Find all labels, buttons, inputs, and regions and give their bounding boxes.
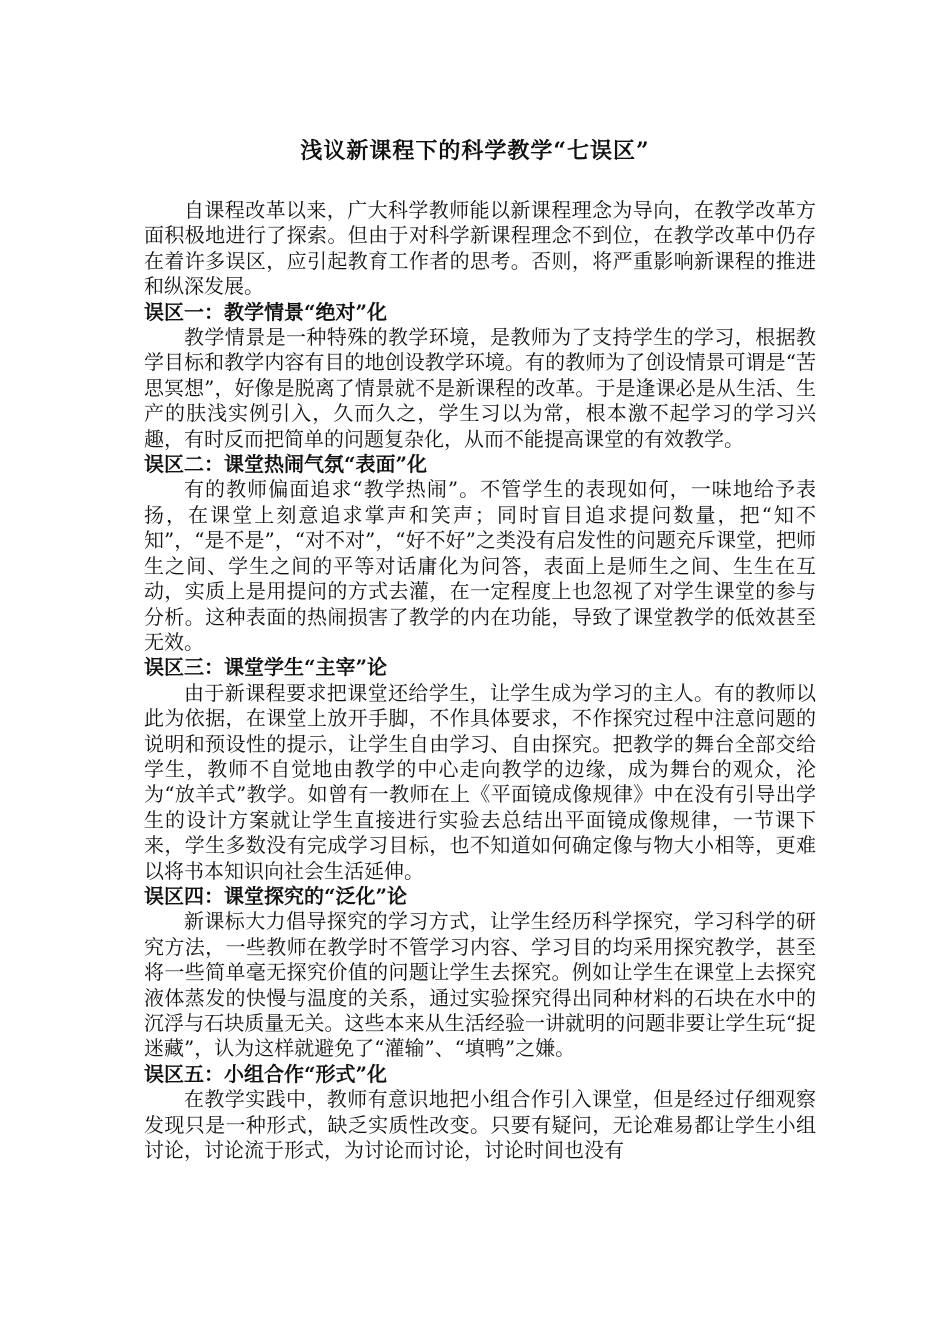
document-title: 浅议新课程下的科学教学“七误区” — [300, 138, 650, 164]
intro-paragraph: 自课程改革以来，广大科学教师能以新课程理念为导向，在教学改革方面积极地进行了探索。但由于对科学新课程理念不到位，在教学改革中仍存在着许多误区，应引起教育工作者的思考。否则，将严重影响新课程的推进和纵深发展。 — [144, 198, 816, 299]
section-paragraph-5: 在教学实践中，教师有意识地把小组合作引入课堂，但是经过仔细观察发现只是一种形式，缺乏实质性改变。只要有疑问，无论难易都让学生小组讨论，讨论流于形式，为讨论而讨论，讨论时间也没有 — [144, 1087, 816, 1163]
section-paragraph-2: 有的教师偏面追求“教学热闹”。不管学生的表现如何，一味地给予表扬，在课堂上刻意追求掌声和笑声；同时盲目追求提问数量，把“知不知”，“是不是”，“对不对”，“好不好”之类没有启发性的问题充斥课堂，把师生之间、学生之间的平等对话庸化为问答，表面上是师生之间、生生在互动，实质上是用提问的方式去灌，在一定程度上也忽视了对学生课堂的参与分析。这种表面的热闹损害了教学的内在功能，导致了课堂教学的低效甚至无效。 — [144, 477, 816, 654]
section-paragraph-3: 由于新课程要求把课堂还给学生，让学生成为学习的主人。有的教师以此为依据，在课堂上放开手脚，不作具体要求，不作探究过程中注意问题的说明和预设性的提示，让学生自由学习、自由探究。把教学的舞台全部交给学生，教师不自觉地由教学的中心走向教学的边缘，成为舞台的观众，沦为“放羊式”教学。如曾有一教师在上《平面镜成像规律》中在没有引导出学生的设计方案就让学生直接进行实验去总结出平面镜成像规律，一节课下来，学生多数没有完成学习目标，也不知道如何确定像与物大小相等，更难以将书本知识向社会生活延伸。 — [144, 680, 816, 883]
section-heading-2: 误区二：课堂热闹气氛“表面”化 — [144, 452, 428, 477]
document-body — [144, 198, 816, 1163]
section-heading-4: 误区四：课堂探究的“泛化”论 — [144, 883, 408, 908]
section-heading-1: 误区一：教学情景“绝对”化 — [144, 299, 388, 324]
section-heading-3: 误区三：课堂学生“主宰”论 — [144, 655, 388, 680]
section-paragraph-1: 教学情景是一种特殊的教学环境，是教师为了支持学生的学习，根据教学目标和教学内容有目的地创设教学环境。有的教师为了创设情景可谓是“苦思冥想”，好像是脱离了情景就不是新课程的改革。于是逢课必是从生活、生产的肤浅实例引入，久而久之，学生习以为常，根本激不起学习的学习兴趣，有时反而把简单的问题复杂化，从而不能提高课堂的有效教学。 — [144, 325, 816, 451]
section-heading-5: 误区五：小组合作“形式”化 — [144, 1061, 388, 1086]
section-paragraph-4: 新课标大力倡导探究的学习方式，让学生经历科学探究，学习科学的研究方法，一些教师在教学时不管学习内容、学习目的均采用探究教学，甚至将一些简单毫无探究价值的问题让学生去探究。例如让学生在课堂上去探究液体蒸发的快慢与温度的关系，通过实验探究得出同种材料的石块在水中的沉浮与石块质量无关。这些本来从生活经验一讲就明的问题非要让学生玩“捉迷藏”，认为这样就避免了“灌输”、“填鸭”之嫌。 — [144, 909, 816, 1061]
